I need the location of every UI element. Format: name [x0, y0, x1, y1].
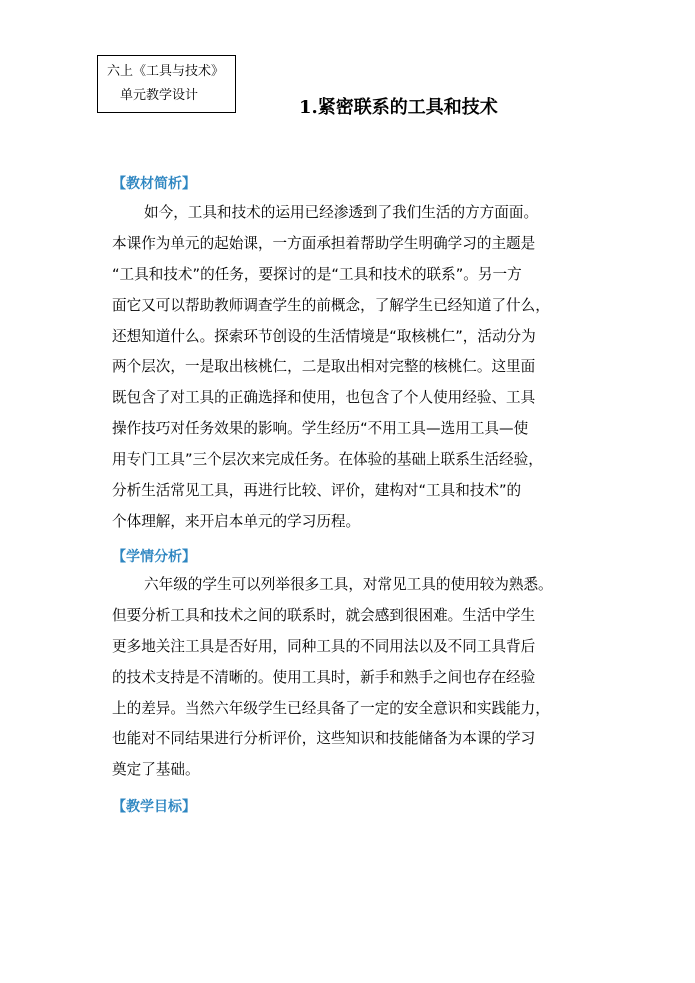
paragraph-line: 奠定了基础。 [112, 761, 200, 779]
unit-label-subtitle: 单元教学设计 [120, 88, 199, 103]
unit-label-title: 六上《工具与技术》 [107, 64, 225, 79]
paragraph-line: “工具和技术”的任务，要探讨的是“工具和技术的联系”。另一方 [112, 265, 522, 283]
section-heading-student-analysis: 【学情分析】 [112, 549, 196, 565]
paragraph-line: 操作技巧对任务效果的影响。学生经历“不用工具—选用工具—使 [112, 420, 529, 438]
paragraph-line: 面它又可以帮助教师调查学生的前概念，了解学生已经知道了什么， [112, 296, 550, 314]
paragraph-line: 也能对不同结果进行分析评价，这些知识和技能储备为本课的学习 [112, 730, 536, 748]
unit-label-box [97, 55, 236, 113]
section-heading-textbook-analysis: 【教材简析】 [112, 176, 196, 192]
lesson-title: 1.紧密联系的工具和技术 [299, 97, 498, 118]
paragraph-line: 更多地关注工具是否好用，同种工具的不同用法以及不同工具背后 [112, 637, 536, 655]
paragraph-line: 既包含了对工具的正确选择和使用，也包含了个人使用经验、工具 [112, 389, 536, 407]
paragraph-line: 的技术支持是不清晰的。使用工具时，新手和熟手之间也存在经验 [112, 668, 536, 686]
paragraph-line: 上的差异。当然六年级学生已经具备了一定的安全意识和实践能力， [112, 699, 550, 717]
paragraph-line: 分析生活常见工具，再进行比较、评价，建构对“工具和技术”的 [112, 482, 522, 500]
paragraph-line: 六年级的学生可以列举很多工具，对常见工具的使用较为熟悉。 [144, 576, 553, 593]
paragraph-line: 本课作为单元的起始课，一方面承担着帮助学生明确学习的主题是 [112, 234, 536, 252]
paragraph-line: 个体理解，来开启本单元的学习历程。 [112, 512, 361, 530]
paragraph-textbook-analysis [112, 198, 592, 538]
paragraph-line: 如今，工具和技术的运用已经渗透到了我们生活的方方面面。 [144, 204, 539, 221]
paragraph-line: 还想知道什么。探索环节创设的生活情境是“取核桃仁”，活动分为 [112, 327, 536, 345]
section-heading-teaching-goals: 【教学目标】 [112, 799, 196, 815]
paragraph-student-analysis [112, 570, 592, 786]
paragraph-line: 但要分析工具和技术之间的联系时，就会感到很困难。生活中学生 [112, 606, 536, 624]
paragraph-line: 两个层次，一是取出核桃仁，二是取出相对完整的核桃仁。这里面 [112, 358, 536, 376]
paragraph-line: 用专门工具”三个层次来完成任务。在体验的基础上联系生活经验， [112, 451, 543, 469]
